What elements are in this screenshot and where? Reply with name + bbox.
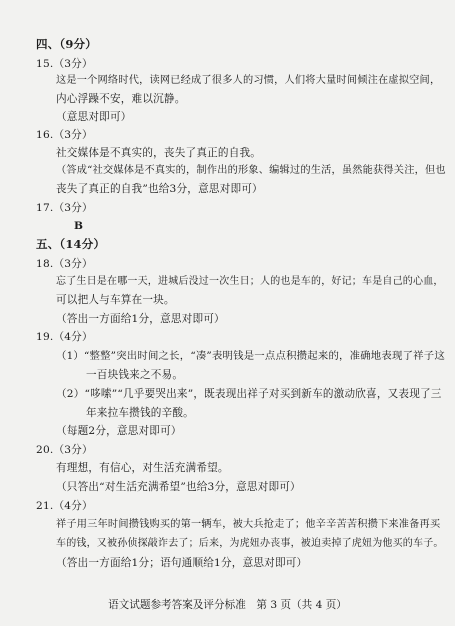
question-17-label: 17.（3分） bbox=[36, 202, 93, 214]
question-21-answer-line-2: 车的钱，又被孙侦探敲诈去了；后来，为虎妞办丧事，被迫卖掉了虎妞为他买的车子。 bbox=[56, 538, 444, 549]
question-21-answer-line-1: 祥子用三年时间攒钱购买的第一辆车，被大兵抢走了；他辛辛苦苦积攒下来准备再买 bbox=[56, 519, 441, 530]
question-20-answer: 有理想，有信心，对生活充满希望。 bbox=[56, 462, 229, 474]
question-21-label: 21.（4分） bbox=[36, 500, 93, 512]
question-18-note: （答出一方面给1分，意思对即可） bbox=[56, 313, 225, 325]
question-16-note-line-2: 丧失了真正的自我”也给3分，意思对即可） bbox=[56, 183, 263, 195]
question-19-item-1-cont: 一百块钱来之不易。 bbox=[86, 369, 184, 381]
section-five-heading: 五、（14分） bbox=[36, 237, 106, 251]
question-15-answer-line-2: 内心浮躁不安，难以沉静。 bbox=[56, 93, 186, 105]
question-16-answer-line-1: 社交媒体是不真实的，丧失了真正的自我。 bbox=[56, 147, 262, 159]
question-19-label: 19.（4分） bbox=[36, 331, 93, 343]
question-15-label: 15.（3分） bbox=[36, 58, 93, 70]
question-19-note: （每题2分，意思对即可） bbox=[56, 425, 182, 437]
question-18-label: 18.（3分） bbox=[36, 258, 93, 270]
question-21-note: （答出一方面给1分；语句通顺给1分，意思对即可） bbox=[56, 557, 308, 569]
question-19-item-2: （2）“哆嗦”“几乎要哭出来”，既表现出祥子对买到新车的激动欣喜，又表现了三 bbox=[56, 388, 442, 400]
question-17-answer: B bbox=[74, 220, 84, 232]
question-16-label: 16.（3分） bbox=[36, 129, 93, 141]
question-15-note: （意思对即可） bbox=[56, 111, 132, 123]
question-19-item-2-cont: 年来拉车攒钱的辛酸。 bbox=[86, 407, 194, 419]
question-16-note-line-1: （答成“社交媒体是不真实的，制作出的形象、编辑过的生活，虽然能获得关注，但也 bbox=[56, 165, 446, 176]
section-four-heading: 四、（9分） bbox=[36, 37, 97, 51]
question-20-label: 20.（3分） bbox=[36, 444, 93, 456]
question-18-answer-line-2: 可以把人与车算在一块。 bbox=[56, 294, 175, 306]
question-15-answer-line-1: 这是一个网络时代，读网已经成了很多人的习惯，人们将大量时间倾注在虚拟空间， bbox=[56, 75, 441, 86]
question-20-note: （只答出“对生活充满希望”也给3分，意思对即可） bbox=[56, 481, 301, 493]
question-19-item-1: （1）“整整”突出时间之长，“凑”表明钱是一点点积攒起来的，准确地表现了祥子这 bbox=[56, 350, 445, 362]
question-18-answer-line-1: 忘了生日是在哪一天，进城后没过一次生日；人的也是车的，好记；车是自己的心血， bbox=[56, 276, 444, 287]
page-footer: 语文试题参考答案及评分标准 第 3 页（共 4 页） bbox=[108, 599, 347, 611]
